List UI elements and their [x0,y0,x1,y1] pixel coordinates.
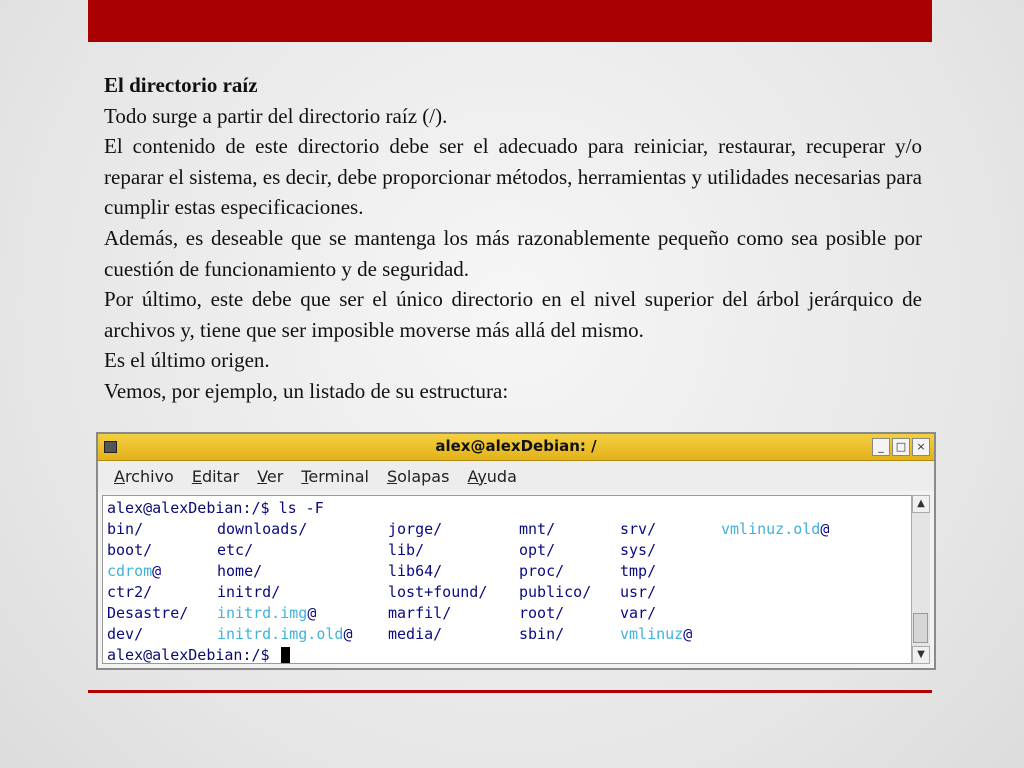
close-icon[interactable]: × [912,438,930,456]
directory-entry [388,561,442,582]
entry-type-suffix: / [647,520,657,538]
symlink-entry [217,624,352,645]
terminal-title-bar[interactable] [98,434,934,461]
slide-paragraph: Es el último origen. [104,348,270,373]
window-controls [872,438,930,456]
directory-entry [620,603,656,624]
entry-name: root [519,604,556,622]
entry-name: bin [107,520,135,538]
scroll-up-arrow-icon[interactable]: ▲ [912,495,930,513]
directory-entry [519,624,564,645]
entry-type-suffix: / [244,541,254,559]
directory-entry [107,624,143,645]
entry-type-suffix: / [546,520,556,538]
menu-ver-label: er [266,466,284,486]
entry-type-suffix: / [298,520,308,538]
entry-type-suffix: / [433,520,443,538]
entry-name: mnt [519,520,547,538]
directory-entry [388,624,442,645]
menu-terminal-label: erminal [308,466,369,486]
entry-type-suffix: @ [307,604,317,622]
entry-type-suffix: / [134,520,144,538]
entry-name: jorge [388,520,434,538]
entry-name: media [388,625,434,643]
slide-paragraph: Por último, este debe que ser el único directorio en el nivel superior del árbol jerárquico de archivos y, tiene que ser imposible moverse más allá del mismo. [104,287,922,342]
menu-editar[interactable] [192,467,239,486]
slide-top-accent-bar [88,0,932,42]
menu-solapas-label: olapas [397,466,450,486]
entry-name: ctr2 [107,583,144,601]
entry-type-suffix: / [415,541,425,559]
entry-type-suffix: / [433,562,443,580]
menu-solapas[interactable] [387,467,450,486]
minimize-icon[interactable]: _ [872,438,890,456]
entry-name: boot [107,541,144,559]
directory-entry [107,540,152,561]
slide-paragraph: El contenido de este directorio debe ser el adecuado para reiniciar, restaurar, recuperar y/o reparar el sistema, es decir, debe proporcionar métodos, herramientas y utilidades necesarias para cumplir estas especificaciones. [104,134,922,220]
directory-entry [388,540,424,561]
entry-type-suffix: / [143,541,153,559]
scroll-down-arrow-icon[interactable]: ▼ [912,646,930,664]
entry-type-suffix: / [647,541,657,559]
directory-entry [620,519,656,540]
entry-name: sbin [519,625,556,643]
menu-editar-label: ditar [201,466,240,486]
entry-name: vmlinuz.old [721,520,821,538]
entry-type-suffix: / [647,562,657,580]
slide-paragraph: Todo surge a partir del directorio raíz (/). [104,103,448,128]
directory-entry [519,540,555,561]
entry-name: home [217,562,254,580]
entry-type-suffix: @ [683,625,693,643]
symlink-entry [721,519,829,540]
directory-entry [107,582,152,603]
directory-entry [388,603,451,624]
menu-ver-mnemonic: V [257,466,267,486]
directory-entry [217,519,307,540]
scrollbar-thumb[interactable] [913,613,928,643]
entry-name: initrd.img.old [217,625,344,643]
entry-type-suffix: / [555,562,565,580]
directory-entry [519,519,555,540]
menu-ayuda-mnemonic: Ay [467,466,487,486]
terminal-scrollbar[interactable] [911,495,930,664]
entry-type-suffix: / [253,562,263,580]
entry-type-suffix: / [647,604,657,622]
entry-name: lost+found [388,583,479,601]
entry-name: usr [620,583,648,601]
entry-type-suffix: / [647,583,657,601]
entry-name: dev [107,625,135,643]
symlink-entry [217,603,316,624]
entry-type-suffix: / [442,604,452,622]
directory-entry [107,603,188,624]
maximize-icon[interactable]: □ [892,438,910,456]
entry-name: sys [620,541,648,559]
entry-type-suffix: / [478,583,488,601]
menu-solapas-mnemonic: S [386,466,398,486]
prompt-text: alex@alexDebian:/$ [107,646,279,664]
entry-type-suffix: / [546,541,556,559]
terminal-menu-bar [98,461,934,491]
command-line: alex@alexDebian:/$ ls -F [107,499,324,517]
entry-name: lib [388,541,416,559]
entry-type-suffix: @ [152,562,162,580]
entry-type-suffix: / [179,604,189,622]
entry-type-suffix: / [433,625,443,643]
slide-paragraph: Vemos, por ejemplo, un listado de su estructura: [104,378,509,403]
directory-entry [519,603,564,624]
entry-type-suffix: / [143,583,153,601]
directory-entry [388,582,487,603]
menu-ver[interactable] [257,467,283,486]
terminal-window [96,432,936,670]
entry-type-suffix: / [555,625,565,643]
menu-ayuda[interactable] [467,467,516,486]
entry-name: vmlinuz [620,625,684,643]
directory-entry [388,519,442,540]
entry-name: var [620,604,648,622]
menu-editar-mnemonic: E [191,466,202,486]
entry-name: tmp [620,562,648,580]
symlink-entry [107,561,161,582]
slide-heading: El directorio raíz [104,73,258,97]
menu-archivo[interactable] [114,467,174,486]
entry-type-suffix: / [134,625,144,643]
slide-bottom-accent-rule [88,690,932,693]
entry-name: marfil [388,604,443,622]
directory-entry [620,561,656,582]
directory-entry [217,582,280,603]
entry-type-suffix: / [271,583,281,601]
directory-entry [620,540,656,561]
menu-terminal[interactable] [301,467,369,486]
directory-entry [217,540,253,561]
entry-type-suffix: / [582,583,592,601]
entry-name: initrd.img [217,604,308,622]
slide-text [104,70,922,407]
entry-name: proc [519,562,556,580]
text-cursor [281,647,290,664]
entry-name: downloads [217,520,299,538]
entry-type-suffix: @ [820,520,830,538]
directory-entry [217,561,262,582]
entry-name: publico [519,583,583,601]
menu-archivo-mnemonic: A [114,466,125,486]
entry-type-suffix: / [555,604,565,622]
entry-name: srv [620,520,648,538]
directory-entry [519,561,564,582]
entry-type-suffix: @ [343,625,353,643]
entry-name: Desastre [107,604,180,622]
entry-name: cdrom [107,562,153,580]
menu-terminal-mnemonic: T [301,466,309,486]
directory-entry [107,519,143,540]
prompt-line[interactable] [107,645,290,664]
terminal-console-output[interactable] [102,495,912,664]
menu-ayuda-label: uda [486,466,517,486]
entry-name: opt [519,541,547,559]
slide-paragraph: Además, es deseable que se mantenga los más razonablemente pequeño como sea posible por cuestión de funcionamiento y de seguridad. [104,225,922,281]
entry-name: etc [217,541,245,559]
entry-name: initrd [217,583,272,601]
directory-entry [620,582,656,603]
entry-name: lib64 [388,562,434,580]
terminal-window-title: alex@alexDebian: / [435,437,597,455]
directory-entry [519,582,591,603]
symlink-entry [620,624,692,645]
menu-archivo-label: rchivo [124,466,174,486]
